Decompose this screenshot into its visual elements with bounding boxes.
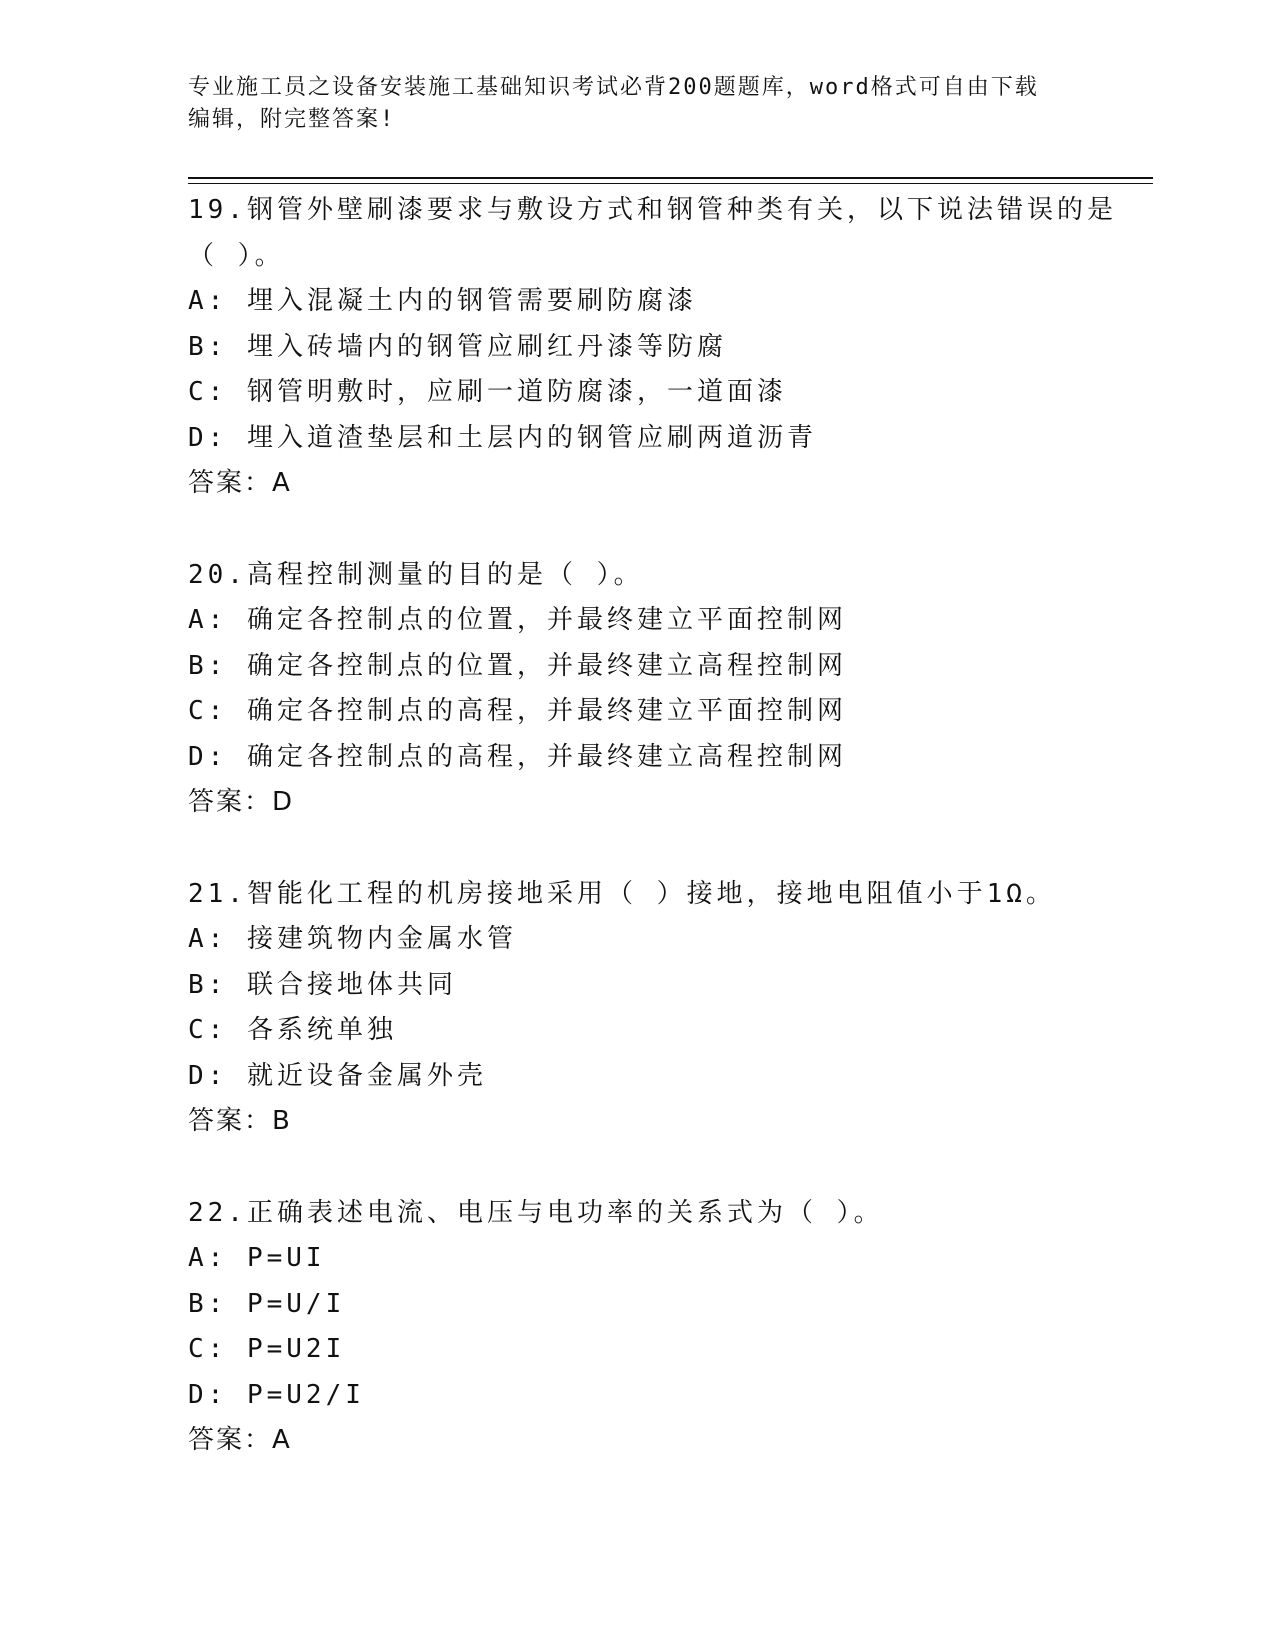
option-d: D: 确定各控制点的高程，并最终建立高程控制网 [188, 741, 847, 772]
option-b: B: 埋入砖墙内的钢管应刷红丹漆等防腐 [188, 331, 727, 362]
question-21 [188, 872, 1153, 1145]
document-header [188, 72, 1068, 136]
question-list [188, 188, 1153, 1464]
question-20 [188, 553, 1153, 826]
option-c: C: 确定各控制点的高程，并最终建立平面控制网 [188, 696, 847, 726]
option-c: C: 钢管明敷时，应刷一道防腐漆，一道面漆 [188, 377, 787, 407]
option-b: B: 确定各控制点的位置，并最终建立高程控制网 [188, 650, 847, 681]
header-line-2: 编辑，附完整答案! [188, 107, 396, 132]
option-b: B: P=U/I [188, 1288, 346, 1319]
option-a: A: P=UI [188, 1243, 326, 1273]
header-line-1: 专业施工员之设备安装施工基础知识考试必背200题题库，word格式可自由下载 [188, 75, 1039, 100]
option-c: C: P=U2I [188, 1334, 346, 1364]
question-22 [188, 1191, 1153, 1464]
question-stem: 22.正确表述电流、电压与电功率的关系式为（ ）。 [188, 1197, 884, 1228]
answer-line: 答案：A [188, 1425, 292, 1455]
question-stem: 20.高程控制测量的目的是（ ）。 [188, 559, 644, 590]
option-d: D: 埋入道渣垫层和土层内的钢管应刷两道沥青 [188, 422, 817, 453]
question-stem: 21.智能化工程的机房接地采用（ ）接地，接地电阻值小于1Ω。 [188, 878, 1056, 909]
header-divider-thin [188, 183, 1153, 184]
option-d: D: 就近设备金属外壳 [188, 1060, 487, 1091]
option-a: A: 确定各控制点的位置，并最终建立平面控制网 [188, 605, 847, 635]
answer-line: 答案：B [188, 1106, 292, 1136]
question-19 [188, 188, 1153, 507]
option-d: D: P=U2/I [188, 1379, 365, 1410]
option-a: A: 接建筑物内金属水管 [188, 924, 517, 954]
option-b: B: 联合接地体共同 [188, 969, 457, 1000]
answer-line: 答案：D [188, 787, 295, 817]
question-stem [188, 188, 1153, 279]
question-stem-text: 19.钢管外壁刷漆要求与敷设方式和钢管种类有关，以下说法错误的是 [188, 195, 1117, 225]
question-stem-continuation: （ ）。 [188, 240, 285, 271]
option-a: A: 埋入混凝土内的钢管需要刷防腐漆 [188, 286, 697, 316]
option-c: C: 各系统单独 [188, 1015, 397, 1045]
header-divider-thick [188, 177, 1153, 179]
answer-line: 答案：A [188, 468, 292, 498]
